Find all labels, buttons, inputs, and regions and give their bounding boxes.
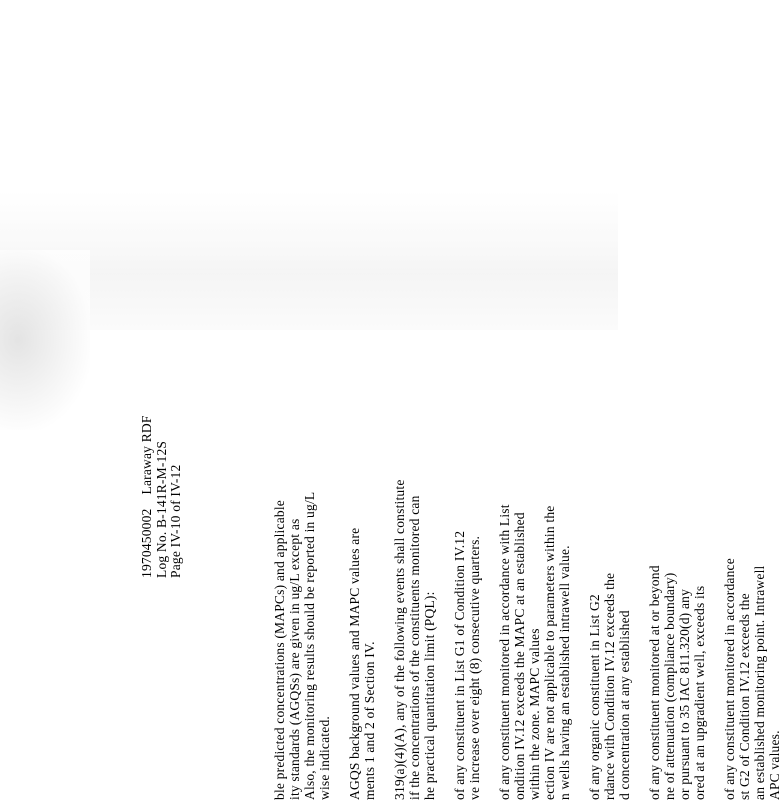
scan-smudge	[0, 250, 90, 430]
text-line: rdance with Condition IV.12 exceeds the	[601, 572, 617, 800]
list-item	[647, 240, 707, 800]
page-header	[140, 240, 184, 578]
text-line: an established monitoring point. Intrawell	[751, 565, 767, 800]
header-line-1	[140, 240, 155, 578]
paragraph-units	[272, 240, 332, 800]
document-id: 1970450002	[139, 508, 154, 578]
text-line: ection IV are not applicable to parameters within the	[541, 505, 557, 800]
page-number: Page IV-10 of IV-12	[168, 464, 183, 578]
text-line: of any organic constituent in List G2	[586, 594, 602, 800]
document-body	[272, 240, 782, 800]
text-line: ments 1 and 2 of Section IV.	[361, 641, 377, 800]
text-line: if the concentrations of the constituents monitored can	[406, 495, 422, 800]
text-line: n wells having an established intrawell value.	[556, 545, 572, 800]
text-line: he practical quantitation limit (PQL):	[421, 591, 437, 800]
facility-name: Laraway RDF	[139, 415, 154, 495]
list-item	[452, 240, 482, 800]
text-line: ity standards (AGQSs) are given in ug/L except as	[286, 518, 302, 800]
list-item	[722, 240, 782, 800]
text-line: ondition IV.12 exceeds the MAPC at an established	[511, 512, 527, 800]
list-item	[497, 240, 572, 800]
text-line: of any constituent monitored in accordance	[721, 558, 737, 800]
text-line: within the zone. MAPC values	[526, 628, 542, 800]
text-line: d concentration at any established	[616, 610, 632, 800]
text-line: of any constituent in List G1 of Condition IV.12	[451, 530, 467, 800]
text-line: AGQS background values and MAPC values are	[346, 527, 362, 800]
rotated-document-page	[140, 240, 782, 800]
text-line: APC values.	[766, 730, 782, 800]
text-line: ble predicted concentrations (MAPCs) and applicable	[271, 500, 287, 800]
text-line: ne of attenuation (compliance boundary)	[661, 572, 677, 800]
paragraph-attachments	[347, 240, 377, 800]
paragraph-events	[392, 240, 437, 800]
log-number: Log No. B-141R-M-12S	[153, 440, 169, 578]
text-line: of any constituent monitored at or beyond	[646, 565, 662, 800]
text-line: Also, the monitoring results should be reported in ug/L	[301, 491, 317, 800]
text-line: st G2 of Condition IV.12 exceeds the	[736, 593, 752, 800]
text-line: wise indicated.	[316, 716, 332, 800]
text-line: of any constituent monitored in accordance with List	[496, 504, 512, 800]
list-item	[587, 240, 632, 800]
text-line: ve increase over eight (8) consecutive quarters.	[466, 535, 482, 800]
text-line: 319(a)(4)(A), any of the following events shall constitute	[391, 479, 407, 800]
text-line: or pursuant to 35 IAC 811.320(d) any	[676, 588, 692, 800]
text-line: ored at an upgradient well, exceeds its	[691, 585, 707, 800]
